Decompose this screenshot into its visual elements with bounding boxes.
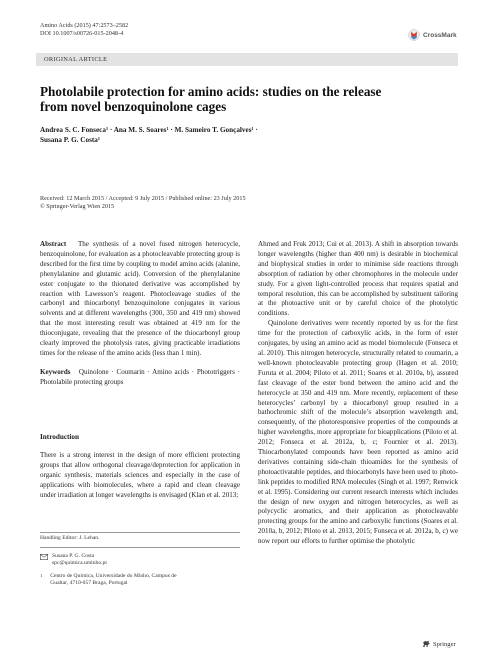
publication-dates <box>40 195 460 211</box>
crossmark-icon <box>408 29 420 41</box>
publisher-logo <box>422 640 456 648</box>
affiliation-line-1: Centro de Química, Universidade do Minho, Campus de <box>50 572 177 579</box>
keywords <box>40 368 240 388</box>
contact-email[interactable]: spc@quimica.uminho.pt <box>52 560 107 567</box>
journal-citation: Amino Acids (2015) 47:2573–2582 <box>40 22 129 29</box>
right-column <box>258 240 458 547</box>
introduction-text: There is a strong interest in the design of more efficient protecting groups that allow orthogonal cleavage/deprotection for application in organic synthesis, materials sciences and especially in the case of applications with biomolecules, where a rapid and clean cleavage under irradiation at longer wavelengths is envisaged (Klan et al. 2013; <box>40 451 240 499</box>
affiliation <box>40 573 240 588</box>
envelope-icon <box>40 554 48 560</box>
introduction-heading: Introduction <box>40 433 80 441</box>
article-title <box>40 84 460 114</box>
article-type: ORIGINAL ARTICLE <box>44 56 108 63</box>
right-paragraph-2: Quinolone derivatives were recently reported by us for the first time for the protection of carboxylic acids, in the form of ester conjugates, by using an amino acid as model biomolecule (Fonseca et al. 2010). This nitrogen heterocycle, structurally related to coumarin, a well-known photocleavable protecting group (Hagen et al. 2010; Furuta et al. 2004; Piloto et al. 2011; Soares et al. 2010a, b), assured fast cleavage of the ester bond between the amino acid and the heterocycle at 350 and 419 nm. More recently, replacement of these heterocycles’ carbonyl by a thiocarbonyl group resulted in a bathochromic shift of the molecule’s absorption wavelength and, consequently, of the photoresponsive properties of the compounds at higher wavelengths, more appropriate for bioapplications (Piloto et al. 2012; Fonseca et al. 2012a, b, c; Fournier et al. 2013). Thiocarbonylated compounds have been reported as amino acid derivatives containing side-chain thioamides for the synthesis of photoactivatable peptides, and thiocarbonyls have been used to photo-link peptides to modified RNA molecules (Singh et al. 1997; Renwick et al. 1995). Considering our current research interests which includes the design of new oxygen and nitrogen heterocycles, as well as polycyclic aromatics, and their application as photocleavable protecting groups for the amino and carboxylic functions (Soares et al. 2010a, b, 2012; Piloto et al. 2013, 2015; Fonseca et al. 2012a, b, c) we now report our efforts to further optimise the photolytic <box>258 319 458 546</box>
publisher-name: Springer <box>433 640 456 648</box>
abstract-text: The synthesis of a novel fused nitrogen heterocycle, benzoquinolone, for evaluation as a photocleavable protecting group is described for the first time by coupling to model amino acids (alanine, phenylalanine and glutamic acid). Conversion of the phenylalanine ester conjugate to the thionated derivative was accomplished by reaction with Lawesson’s reagent. Photocleavage studies of the carbonyl and thiocarbonyl benzoquinolone conjugates in various solvents and at different wavelengths (300, 350 and 419 nm) showed that the most interesting result was obtained at 419 nm for the thioconjugate, revealing that the presence of the thiocarbonyl group clearly improved the photolysis rates, giving practicable irradiations times for the release of the amino acids (less than 1 min). <box>40 240 240 357</box>
title-line-2: from novel benzoquinolone cages <box>40 99 227 114</box>
right-paragraph-1: Ahmed and Fruk 2013; Cui et al. 2013). A shift in absorption towards longer wavelengths (higher than 400 nm) is desirable in biochemical and biophysical studies in order to minimise side reactions through absorption of radiation by other chromophores in the molecule under study. For a given light-controlled process that requires spatial and temporal resolution, this can be accomplished by substituent tailoring at the photoactive unit or by careful choice of the photolytic conditions. <box>258 240 458 318</box>
handling-editor: Handling Editor: J. Lehan. <box>40 535 100 541</box>
dates-line: Received: 12 March 2015 / Accepted: 9 July 2015 / Published online: 23 July 2015 <box>40 195 246 202</box>
abstract <box>40 240 240 359</box>
authors-line-2: Susana P. G. Costa¹ <box>40 136 101 144</box>
contact-name: Susana P. G. Costa <box>52 553 95 559</box>
copyright-line: © Springer-Verlag Wien 2015 <box>40 203 115 211</box>
crossmark-badge[interactable] <box>408 29 457 41</box>
title-line-1: Photolabile protection for amino acids: studies on the release <box>40 84 382 99</box>
doi: DOI 10.1007/s00726-015-2048-4 <box>40 30 124 37</box>
authors-line-1: Andrea S. C. Fonseca¹ · Ana M. S. Soares¹ · M. Sameiro T. Gonçalves¹ · <box>40 126 258 134</box>
article-type-bar <box>36 53 458 66</box>
corresponding-author <box>40 553 240 588</box>
affiliation-line-2: Gualtar, 4710-057 Braga, Portugal <box>50 580 128 587</box>
footnote-rule <box>40 532 240 533</box>
affiliation-mark: 1 <box>40 572 43 578</box>
left-column <box>40 240 240 388</box>
abstract-label: Abstract <box>40 240 67 248</box>
keywords-label: Keywords <box>40 367 71 376</box>
springer-horse-icon <box>422 640 431 648</box>
crossmark-label: CrossMark <box>423 31 457 39</box>
keywords-text: Quinolone · Coumarin · Amino acids · Phototriggers · Photolabile protecting groups <box>40 367 240 386</box>
footnote-rule-2 <box>40 547 240 548</box>
author-list <box>40 125 460 145</box>
